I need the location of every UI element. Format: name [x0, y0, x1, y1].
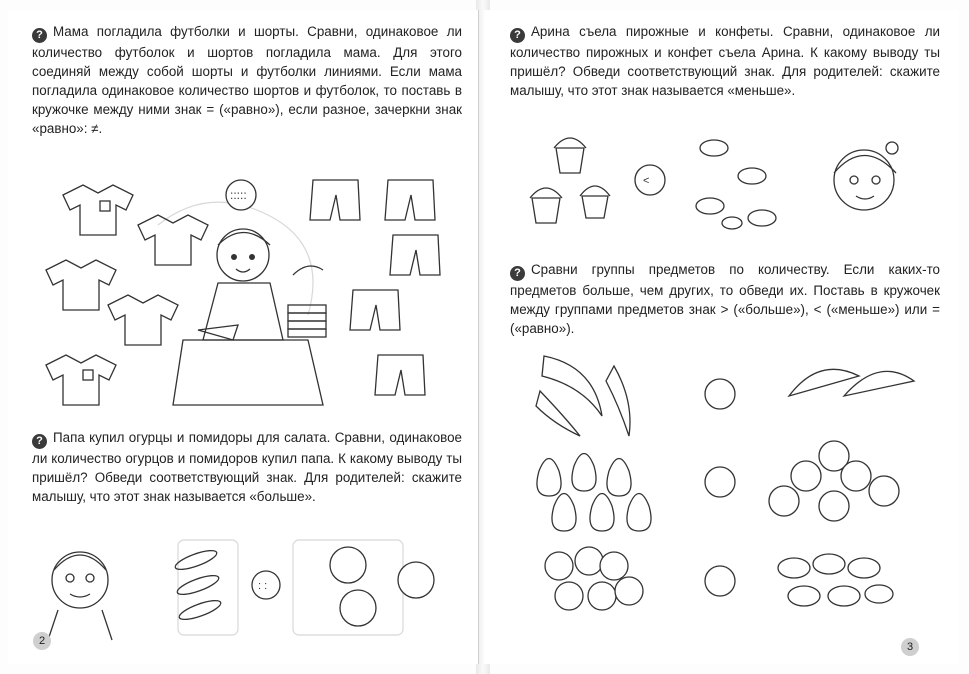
- task-ironing-text: Мама погладила футболки и шорты. Сравни, одинаковое ли количество футболок и шортов погладила мама. Для этого соединяй между собой шорты и футболки линиями. Если мама погладила одинаковое количество шортов и футболок, то поставь в кружочке между ними знак = («равно»), если разное, зачеркни знак «равно»: ≠.: [32, 24, 462, 136]
- comparison-circle: [705, 566, 735, 596]
- task-ironing: [32, 22, 462, 138]
- t-shirt-icon: [138, 215, 208, 265]
- svg-text::::::: :::::: [230, 188, 247, 202]
- page-number: 3: [901, 638, 919, 656]
- vegetables-illustration: [8, 530, 478, 650]
- comparison-circle: [705, 467, 735, 497]
- lemon-icon: [778, 554, 893, 606]
- shorts-icon: [385, 180, 435, 220]
- t-shirt-icon: [63, 185, 133, 235]
- question-icon: ?: [32, 434, 47, 449]
- svg-text:: :: : :: [258, 580, 268, 592]
- svg-text:<: <: [643, 175, 650, 187]
- shorts-icon: [390, 235, 440, 275]
- candy-icon: [696, 140, 776, 229]
- shorts-icon: [375, 355, 425, 395]
- task-vegetables: [32, 428, 462, 506]
- task-compare-groups-text: Сравни группы предметов по количеству. Если каких-то предметов больше, чем других, то обведи их. Поставь в кружочек между группами предметов знак > («больше»), < («меньше») или = («равно»).: [510, 262, 940, 336]
- task-sweets: [510, 22, 940, 100]
- apricot-icon: [545, 547, 643, 610]
- question-icon: ?: [510, 266, 525, 281]
- comparison-circle: [705, 379, 735, 409]
- girl-face-icon: [834, 142, 898, 210]
- shorts-icon: [350, 290, 400, 330]
- right-page: [484, 10, 959, 664]
- boy-face-icon: [48, 552, 112, 640]
- watermelon-icon: [789, 369, 914, 396]
- left-page: [8, 10, 479, 664]
- t-shirt-icon: [108, 295, 178, 345]
- pear-icon: [537, 454, 651, 532]
- task-compare-groups: [510, 260, 940, 338]
- t-shirt-icon: [46, 260, 116, 310]
- apple-icon: [769, 441, 899, 521]
- ironing-illustration: [8, 165, 478, 445]
- sweets-illustration: [484, 118, 959, 238]
- tomato-icon: [330, 547, 434, 626]
- comparison-circle: [635, 165, 665, 195]
- girl-ironing-figure: [173, 229, 326, 405]
- question-icon: ?: [32, 28, 47, 43]
- shorts-icon: [310, 180, 360, 220]
- page-number: 2: [33, 632, 51, 650]
- banana-icon: [536, 356, 630, 436]
- task-sweets-text: Арина съела пирожные и конфеты. Сравни, одинаковое ли количество пирожных и конфет съела Арина. К какому выводу ты пришёл? Обведи соответствующий знак. Для родителей: скажите малышу, что этот знак называется «меньше».: [510, 24, 940, 98]
- cupcake-icon: [530, 138, 610, 223]
- t-shirt-icon: [46, 355, 116, 405]
- groups-illustration: [484, 346, 959, 616]
- cucumber-icon: [173, 547, 222, 623]
- question-icon: ?: [510, 28, 525, 43]
- task-vegetables-text: Папа купил огурцы и помидоры для салата. Сравни, одинаковое ли количество огурцов и помидоров купил папа. К какому выводу ты пришёл? Обведи соответствующий знак. Для родителей: скажите малышу, что этот знак называется «больше».: [32, 430, 462, 504]
